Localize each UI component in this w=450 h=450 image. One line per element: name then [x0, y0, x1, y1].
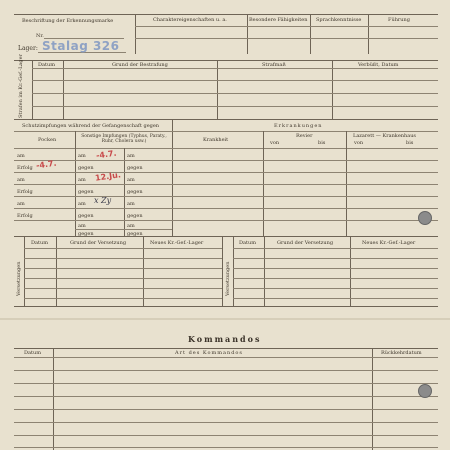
kommandos-col-datum: Datum: [24, 350, 41, 356]
pocken-row-label: Erfolg: [17, 189, 33, 195]
rule: [233, 268, 438, 269]
rule: [14, 447, 438, 448]
rule: [124, 148, 125, 236]
rule: [14, 409, 438, 410]
rule: [350, 236, 351, 306]
rule: [14, 148, 172, 149]
rule: [172, 196, 438, 197]
versetzungen-col-lager-2: Neues Kr.-Gef.-Lager: [362, 240, 416, 246]
pocken-row-label: Erfolg: [17, 213, 33, 219]
red-date-mark: -4.7.: [95, 148, 118, 161]
rule: [14, 14, 438, 15]
lazarett-von: von: [354, 140, 364, 146]
rule: [264, 236, 265, 306]
rule: [135, 38, 438, 39]
rule: [32, 93, 438, 94]
rule: [14, 119, 438, 120]
rule: [172, 184, 438, 185]
rule: [24, 288, 222, 289]
revier-von: von: [270, 140, 280, 146]
rule: [75, 184, 172, 185]
rule: [172, 172, 438, 173]
impfung-row-label: gegen: [127, 231, 143, 237]
impfung-row-label: gegen: [78, 165, 94, 171]
rule: [233, 258, 438, 259]
kommandos-col-rueckkehr: Rückkehrdatum: [381, 350, 422, 356]
erkrankungen-col-revier: Revier: [296, 133, 313, 139]
versetzungen-col-datum-2: Datum: [239, 240, 256, 246]
impfung-row-label: am: [78, 223, 86, 229]
rule: [56, 236, 57, 306]
rule: [135, 26, 438, 27]
impfungen-title: Schutzimpfungen während der Gefangenschaft gegen: [22, 123, 160, 129]
rule: [143, 236, 144, 306]
strafen-col-verbuesst: Verbüßt, Datum: [358, 62, 399, 68]
rule: [14, 306, 438, 307]
pocken-row-label: Erfolg: [17, 165, 33, 171]
impfung-row-label: gegen: [78, 231, 94, 237]
rule: [233, 236, 234, 306]
rule: [14, 184, 75, 185]
versetzungen-col-datum: Datum: [31, 240, 48, 246]
rule: [233, 278, 438, 279]
rule: [233, 288, 438, 289]
rule: [14, 208, 75, 209]
pocken-row-label: am: [17, 201, 25, 207]
rule: [75, 196, 172, 197]
versetzungen-col-lager: Neues Kr.-Gef.-Lager: [150, 240, 204, 246]
rule: [75, 208, 172, 209]
rule: [32, 68, 438, 69]
pocken-row-label: am: [17, 153, 25, 159]
rule: [14, 220, 75, 221]
lazarett-bis: bis: [406, 140, 414, 146]
rule: [14, 435, 438, 436]
impfung-row-label: am: [78, 153, 86, 159]
rule: [14, 357, 438, 358]
rule: [24, 248, 222, 249]
red-date-mark: -4.7.: [35, 158, 58, 171]
rule: [24, 298, 222, 299]
strafen-col-grund: Grund der Bestrafung: [112, 62, 168, 68]
rule: [14, 196, 75, 197]
rule: [14, 383, 438, 384]
erkrankungen-col-lazarett: Lazarett — Krankenhaus: [353, 133, 416, 139]
rule: [233, 248, 438, 249]
punch-hole: [418, 211, 432, 225]
impfungen-col-sonstige: Sonstige Impfungen (Typhus, Paraty., Ruhr, Cholera usw.): [81, 134, 167, 144]
header-col-charakter: Charaktereigenschaften u. a.: [153, 17, 227, 23]
versetzungen-side-label-left: Versetzungen: [16, 261, 22, 296]
rule: [24, 278, 222, 279]
rule: [368, 14, 369, 54]
impfung-row-label: am: [78, 201, 86, 207]
header-col-erkennungsmarke: Beschriftung der Erkennungsmarke: [22, 18, 114, 24]
rule: [233, 298, 438, 299]
rule: [172, 208, 438, 209]
rule: [32, 106, 438, 107]
kommandos-col-art: Art des Kommandos: [175, 350, 243, 356]
rule: [172, 131, 438, 132]
rule: [75, 229, 172, 230]
versetzungen-col-grund-2: Grund der Versetzung: [277, 240, 334, 246]
rule: [14, 172, 75, 173]
rule: [172, 160, 438, 161]
lager-label: Lager:: [18, 45, 38, 52]
rule: [24, 268, 222, 269]
header-col-fuehrung: Führung: [388, 17, 410, 23]
impfung-row-label: gegen: [78, 189, 94, 195]
rule: [14, 396, 438, 397]
rule: [14, 131, 172, 132]
impfung-row-label: gegen: [127, 189, 143, 195]
rule: [14, 348, 438, 349]
revier-bis: bis: [318, 140, 326, 146]
versetzungen-col-grund: Grund der Versetzung: [70, 240, 127, 246]
rule: [310, 14, 311, 54]
nr-label: Nr.: [36, 33, 44, 39]
strafen-col-strafmass: Strafmaß: [262, 62, 286, 68]
header-col-faehigkeiten: Besondere Fähigkeiten: [249, 17, 308, 23]
impfung-row-label: am: [78, 177, 86, 183]
rule: [172, 220, 438, 221]
rule: [247, 14, 248, 54]
rule: [24, 258, 222, 259]
rule: [14, 370, 438, 371]
pocken-row-label: am: [17, 177, 25, 183]
rule: [75, 160, 172, 161]
rule: [14, 60, 438, 61]
lager-stamp: Stalag 326: [42, 39, 120, 53]
rule: [24, 236, 25, 306]
punch-hole: [418, 384, 432, 398]
impfung-row-label: gegen: [127, 213, 143, 219]
erkrankungen-col-krankheit: Krankheit: [203, 137, 229, 143]
rule: [222, 236, 223, 306]
rule: [172, 119, 173, 236]
rule: [172, 148, 438, 149]
impfung-row-label: gegen: [78, 213, 94, 219]
strafen-side-label: Strafen im Kr.-Gef.-Lager: [18, 54, 24, 118]
rule: [75, 172, 172, 173]
strafen-col-datum: Datum: [38, 62, 55, 68]
card-fold: [0, 318, 450, 320]
impfungen-col-pocken: Pocken: [38, 137, 57, 143]
header-col-sprachen: Sprachkenntnisse: [316, 17, 362, 23]
rule: [75, 220, 172, 221]
impfung-row-label: gegen: [127, 165, 143, 171]
rule: [14, 422, 438, 423]
rule: [135, 14, 136, 54]
red-date-mark: 12.Ju.: [94, 170, 122, 183]
impfung-row-label: am: [127, 201, 135, 207]
rule: [32, 80, 438, 81]
kommandos-title: Kommandos: [188, 334, 262, 344]
ink-signature: x Zy: [94, 196, 112, 205]
erkrankungen-title: Erkrankungen: [274, 123, 323, 129]
impfung-row-label: am: [127, 223, 135, 229]
impfung-row-label: am: [127, 153, 135, 159]
impfung-row-label: am: [127, 177, 135, 183]
versetzungen-side-label-right: Versetzungen: [225, 261, 231, 296]
